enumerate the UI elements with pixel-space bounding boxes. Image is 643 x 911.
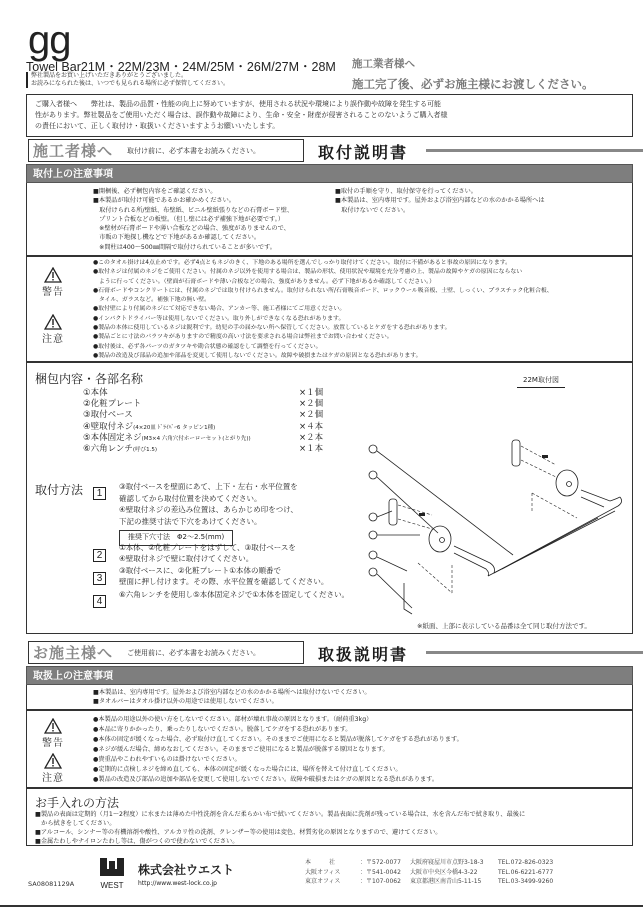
warning-item: ●製品の改造及び部品の追加や部品を変更して使用しないでください。故障や破損またはケガの原因となる恐れがあります。: [93, 776, 439, 783]
step-line: 下記の推奨寸法で下穴をあけてください。: [119, 516, 262, 526]
handling-precautions-header: 取扱上の注意事項: [26, 666, 633, 685]
warning-item: ●取付後は、必ず各パーツのガタツキや勘合状態の確認をして調整を行ってください。: [93, 343, 322, 350]
note-line: ■本製品が取付け可能であるかお確かめください。: [93, 197, 235, 205]
caution-label: 注意: [42, 334, 64, 345]
notice-line: 性があります。弊社製品をご使用いただく場合は、誤作動や故障により、生命・安全・財産が侵害されることのないようご購入者様: [35, 111, 448, 119]
office-zip: 〒541-0042: [366, 868, 401, 876]
owner-tag-title: お施主様へ: [33, 644, 114, 662]
office-address: 大阪府寝屋川市点野3-18-3: [409, 859, 484, 866]
purchaser-notice: [26, 94, 633, 137]
care-list: [35, 810, 525, 846]
care-panel: [26, 788, 633, 846]
warning-item: ●本品に寄りかかったり、乗ったりしないでください。脱落してケガをする恐れがあります。: [93, 726, 352, 733]
office-zip: 〒572-0077: [366, 859, 401, 866]
warning-triangle-icon: [44, 267, 62, 283]
caution-triangle-icon: [44, 753, 62, 769]
warning-label: 警告: [42, 287, 64, 298]
warning-item: ●製品ごとに寸法のバラツキがありますので精度の高い寸法を要求される場合は弊社までお問い合わせください。: [93, 334, 393, 341]
care-item: ■アルコール、シンナー等の有機溶剤や酸性、アルカリ性の洗剤、クレンザー等の使用は変色、材質劣化の原因となりますので、避けてください。: [35, 829, 442, 836]
part-qty: ×２個: [299, 399, 324, 410]
office-row: 本 社 ：〒572-0077 大阪府寝屋川市点野3-18-3 TEL.072-826-0323: [305, 859, 554, 866]
model-line: Towel Bar21M・22M/23M・24M/25M・26M/27M・28M: [26, 60, 336, 74]
warning-item: タイル、ガラスなど。補強下地の無い壁。: [93, 297, 211, 304]
part-name: ⑤本体固定ネジ: [83, 432, 142, 443]
installer-tag: [28, 139, 304, 162]
step-4-text: [119, 589, 349, 601]
title-rule: [426, 149, 643, 152]
step-4: [93, 589, 106, 608]
handling-notes: [93, 688, 371, 707]
notice-line: の責任において、正しく取付け・取扱いくださいますようお願いいたします。: [35, 122, 280, 130]
installer-note-line: 施工完了後、必ずお施主様にお渡しください。: [352, 77, 594, 91]
care-item: ■製品の表面は定期的（月1～2程度）に水または薄めた中性洗剤を含んだ柔らかい布で拭いてください。製品表面に洗剤が残っている場合は、水を含んだ布で拭き取り、最後に: [35, 811, 526, 818]
step-1-text: [119, 481, 298, 546]
warning-item: ●製品の改造及び部品の追加や部品を変更して使用しないでください。故障や破損またはケガの原因となる恐れがあります。: [93, 352, 422, 359]
thanks-line: お読みになられた後は、いつでも見られる場所に必ず保管してください。: [31, 80, 230, 87]
step-line: ⑥六角レンチを使用し⑤本体固定ネジで①本体を固定してください。: [119, 590, 349, 599]
office-tel: TEL.03-3499-9260: [497, 878, 554, 885]
parts-title: 梱包内容・各部名称: [35, 372, 144, 386]
step-line: ③取付ベースに、②化粧プレート①本体の順番で: [119, 566, 281, 575]
note-line: 取付けられる所/壁紙、布壁紙、ビニル壁紙張りなどの石膏ボード壁、: [93, 206, 294, 214]
part-detail: (M3×4 六角穴付ホーローセット(とがり先)): [141, 435, 251, 442]
step-line: 壁面に押し付けます。その際、水平位置を確認してください。: [119, 576, 329, 586]
parts-and-method-panel: [26, 362, 633, 634]
title-rule: [426, 651, 643, 654]
office-address: 大阪市中央区今橋4-3-22: [409, 868, 478, 876]
step-line: 確認してから取付位置を決めてください。: [119, 493, 262, 503]
installation-manual-title: 取付説明書: [318, 143, 409, 162]
precautions-right: [335, 187, 545, 215]
west-logo: [100, 858, 124, 890]
part-qty: ×２個: [299, 410, 324, 421]
parts-list: [83, 388, 323, 455]
page-bottom-rule: [0, 905, 643, 907]
part-name: ③取付ベース: [83, 410, 133, 421]
warning-item: ように行ってください。（壁面が石膏ボードや薄い合板などの場合、強度がありません。必ず下地があるか確認してください。）: [93, 278, 435, 285]
company-url[interactable]: http://www.west-lock.co.jp: [138, 880, 217, 887]
note-line: ※間柱は400～500㎜間隔で取付けられていることが多いです。: [93, 243, 276, 251]
diagram-footnote: ※紙面、上部に表示している品番は全て同じ取付方法です。: [417, 622, 591, 630]
office-zip: 〒107-0062: [366, 878, 401, 885]
warning-item: ●石膏ボードやコンクリートには、付属のネジでは取り付けられません。取付けられない所/石膏吸音ボード、ロックウール吸音板、土壁、しっくい、プラスチック化粧合板、: [93, 287, 553, 294]
step-line: ①本体、②化粧プレートをはずして、③取付ベースを: [119, 543, 296, 552]
office-name: 本 社: [305, 859, 336, 866]
warning-block: [31, 718, 75, 749]
warning-item: ●製品の本体に使用しているネジは鋭利です。幼児の手の届かない所へ保管してください。放置しているとケガをする恐れがあります。: [93, 325, 451, 332]
note-line: プリント合板などの板壁。（但し壁には必ず補強下地が必要です。）: [93, 215, 285, 223]
installation-warnings-panel: [26, 256, 633, 362]
precautions-left: [93, 187, 293, 252]
part-item: [83, 422, 323, 433]
caution-block: [31, 753, 75, 784]
installation-precautions-panel: [26, 183, 633, 256]
step-3-text: [119, 566, 328, 587]
document-code: SA08081129A: [28, 880, 75, 888]
brand-logo: gg: [28, 18, 71, 62]
step-number: 2: [93, 549, 106, 562]
installer-tag-title: 施工者様へ: [33, 142, 114, 160]
handling-warning-list: [93, 715, 463, 785]
office-tel: TEL.072-826-0323: [497, 859, 554, 866]
care-title: お手入れの方法: [35, 796, 120, 810]
note-line: ■開梱後、必ず梱包内容をご確認ください。: [93, 188, 217, 195]
step-2: [93, 543, 106, 562]
part-detail: (呼び1.5): [132, 447, 157, 454]
warning-triangle-icon: [44, 718, 62, 734]
warning-item: ●本製品の用途以外の使い方をしないでください。部材が壊れ事故の原因となります。（耐荷重3kg）: [93, 716, 373, 723]
method-title: 取付方法: [35, 483, 84, 497]
office-list: [305, 858, 553, 887]
handling-manual-title: 取扱説明書: [318, 645, 409, 664]
care-item: ■金属たわしやナイロンたわし等は、傷がつくので使わないでください。: [35, 838, 239, 845]
notice-line: ご購入者様へ 弊社は、製品の品質・性能の向上に努めていますが、使用される状況や環境により誤作動や故障を発生する可能: [35, 100, 441, 108]
warning-item: ●取付ネジは付属のネジをご使用ください。付属のネジ以外を使用する場合は、製品の形状、使用状況や環境を充分考慮の上、製品の故障やケガの原因にならない: [93, 269, 523, 276]
warning-item: ●定期的に点検しネジを締め直しても、本体の固定が緩くなった場合には、場所を替えて付け直してください。: [93, 766, 402, 773]
warning-item: ●インパクトドライバー等は使用しないでください。取り外しができなくなる恐れがあります。: [93, 315, 345, 322]
handling-warnings-panel: [26, 710, 633, 788]
part-qty: ×２本: [299, 432, 324, 443]
part-qty: ×４本: [299, 421, 324, 432]
step-line: ④壁取付ネジで壁に取付けてください。: [119, 553, 254, 563]
warning-item: ●取付壁により付属のネジにて対応できない場合、アンカー等、施工者様にてご用意ください。: [93, 306, 346, 313]
office-tel: TEL.06-6221-6777: [497, 868, 554, 876]
warning-label: 警告: [42, 738, 64, 749]
note-line: ■本製品は、室内専用です。屋外および浴室内部などの水のかかる場所へは: [335, 197, 545, 205]
office-name: 大阪オフィス: [305, 868, 341, 876]
company-name: 株式会社ウエスト: [138, 863, 235, 877]
thanks-note: [26, 72, 229, 88]
part-item: [83, 444, 323, 455]
part-name: ①本体: [83, 388, 108, 398]
part-name: ⑥六角レンチ: [83, 444, 133, 455]
warning-item: ●貴重品やこわれやすいものは掛けないでください。: [93, 756, 241, 763]
installation-precautions-header: 取付上の注意事項: [26, 164, 633, 183]
note-line: 市販の下地探し機などで下地があるか確認してください。: [93, 234, 261, 242]
note-line: ■タオルバーはタオル掛け以外の用途では使用しないでください。: [93, 698, 278, 706]
caution-block: [31, 314, 75, 345]
thanks-line: 弊社製品をお買い上げいただきありがとうございました。: [31, 72, 188, 79]
step-line: ④壁取付ネジの差込み位置は、あらかじめ印をつけ、: [119, 505, 298, 514]
towel-bar-exploded-diagram: [362, 433, 632, 618]
west-logo-icon: [100, 858, 124, 876]
office-address: 東京都港区南青山5-11-15: [409, 878, 482, 885]
part-name: ②化粧プレート: [83, 399, 142, 410]
step-2-text: [119, 543, 296, 564]
installer-handover-note: [352, 54, 594, 94]
part-item: [83, 388, 323, 399]
part-qty: ×１個: [299, 388, 324, 398]
office-row: 大阪オフィス ：〒541-0042 大阪市中央区今橋4-3-22 TEL.06-6221-6777: [305, 868, 554, 876]
warning-item: ●このタオル掛けは4点止めです。必ず4点ともネジのきく、下地のある場所を選んでしっかり取付けてください。取付に不備があると事故の原因になります。: [93, 260, 512, 266]
installer-note-line: 施工業者様へ: [352, 58, 415, 70]
warning-item: ●ネジが緩んだ場合、締めなおしてください。そのままでご使用になると製品が脱落する原因となります。: [93, 746, 389, 753]
part-item: [83, 433, 323, 444]
step-3: [93, 566, 106, 585]
part-detail: (4×20皿 ﾄﾞﾗｲﾊﾞｰ6 タッピン1種): [133, 424, 216, 431]
caution-triangle-icon: [44, 314, 62, 330]
part-item: [83, 399, 323, 410]
warning-item: ●本体の固定が緩くなった場合、必ず取付け直してください。そのままでご使用になると製品が脱落してケガをする恐れがあります。: [93, 736, 463, 743]
logo-text: WEST: [100, 881, 124, 890]
step-number: 4: [93, 595, 106, 608]
diagram-label: 22M取付図: [517, 375, 565, 388]
step-number: 1: [93, 487, 106, 500]
care-item: から拭きをしてください。: [35, 820, 116, 827]
part-item: [83, 410, 323, 421]
note-line: ■取付の手順を守り、取付保守を行ってください。: [335, 188, 477, 195]
note-line: ■本製品は、室内専用です。屋外および浴室内部などの水のかかる場所へは取付けないでください。: [93, 689, 371, 696]
part-qty: ×１本: [299, 444, 324, 455]
note-line: 取付けないでください。: [335, 206, 410, 214]
caution-label: 注意: [42, 773, 64, 784]
step-number: 3: [93, 572, 106, 585]
owner-tag-subtitle: ご使用前に、必ず本書をお読みください。: [127, 648, 261, 657]
installer-tag-subtitle: 取付け前に、必ず本書をお読みください。: [127, 146, 261, 155]
office-row: 東京オフィス ：〒107-0062 東京都港区南青山5-11-15 TEL.03-3499-9260: [305, 878, 554, 885]
office-name: 東京オフィス: [305, 878, 341, 885]
installation-warning-list: [93, 259, 553, 361]
step-1: [93, 481, 106, 500]
owner-tag: [28, 641, 304, 664]
recommended-hole-size: 推奨下穴寸法 Φ2～2.5(mm): [119, 530, 233, 546]
handling-precautions-panel: [26, 685, 633, 710]
step-line: ③取付ベースを壁面にあて、上下・左右・水平位置を: [119, 482, 298, 491]
note-line: ※壁材が石膏ボードや薄い合板などの場合、強度がありませんので、: [93, 225, 290, 233]
part-name: ④壁取付ネジ: [83, 421, 134, 432]
warning-block: [31, 267, 75, 298]
